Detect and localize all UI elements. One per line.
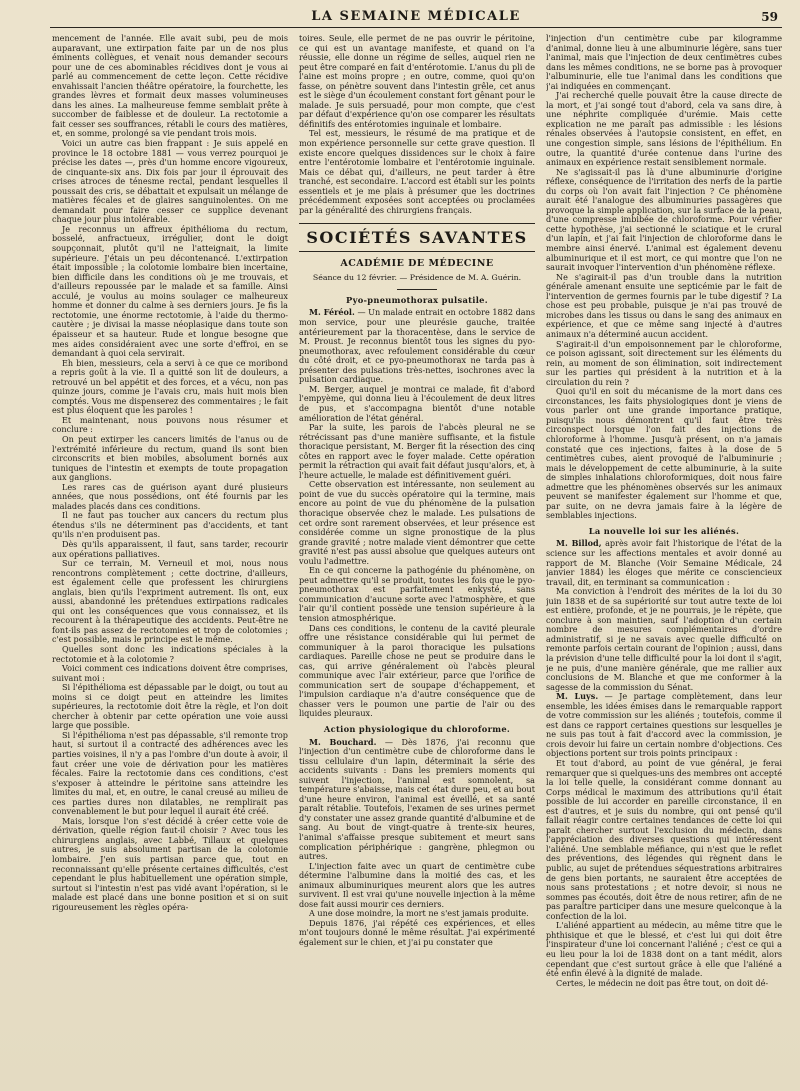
paragraph: A une dose moindre, la mort ne s'est jamais produite.	[309, 908, 529, 919]
paragraph: Par la suite, les parois de l'abcès pleural ne se rétrécissant pas d'une manière suffisante, et la fistule thoracique persistant, M. Berger fit la résection des cinq côtes en rapport avec le foyer malade. Cette opération permit la rétraction qui avait fait défaut jusqu'alors, et, à l'heure actuelle, le malade est définitivement guéri.	[299, 422, 535, 480]
speaker-name: M. Luys.	[556, 691, 599, 702]
subsection-title: Pyo-pneumothorax pulsatile.	[346, 294, 488, 305]
academy-heading: ACADÉMIE DE MÉDECINE	[340, 258, 494, 270]
paragraph-text: après avoir fait l'historique de l'état de la science sur les affections mentales et avoir donné au rapport de M. Blanche (Voir Semaine Médicale, 24 janvier 1884) les éloges que mérite ce consciencieux travail, dit, en terminant sa communication :	[546, 538, 782, 587]
paragraph: J'ai recherché quelle pouvait être la cause directe de la mort, et j'ai songé tout d'abord, cela va sans dire, à une néphrite compliquée d'urémie. Mais cette explication ne me paraît pas admissible : les lésions rénales observées à l'autopsie consistent, en effet, en une congestion simple, sans lésions de l'épithélium. En outre, la quantité d'urée contenue dans l'urine des animaux en expérience restait sensiblement normale.	[546, 90, 782, 168]
speaker-name: M. Billod,	[556, 538, 602, 549]
text-columns	[52, 34, 782, 1084]
column-left	[52, 34, 288, 1084]
paragraph: Ne s'agissait-il pas là d'une albuminurie d'origine réflexe, conséquence de l'irritation des nerfs de la partie du corps où l'on avait fait l'injection ? Ce phénomène aurait été l'analogue des albuminuries passagères que provoque la simple application, sur la surface de la peau, d'une compresse imbibée de chloroforme. Pour vérifier cette hypothèse, j'ai sectionné le sciatique et le crural d'un lapin, et j'ai fait l'injection de chloroforme dans le membre ainsi énervé. L'animal est également devenu albuminurique et il est mort, ce qui montre que l'on ne saurait invoquer l'intervention d'un phénomène réflexe.	[546, 166, 782, 273]
paragraph: toires. Seule, elle permet de ne pas ouvrir le péritoine, ce qui est un avantage manifeste, et quand on l'a réussie, elle donne un régime de selles, auquel rien ne peut être comparé en fait d'entérotomie. L'anus du pli de l'aine est moins propre ; en outre, comme, quoi qu'on fasse, on pénètre souvent dans l'intestin grêle, cet anus est le siège d'un écoulement constant fort gênant pour le malade. Je suis persuadé, pour mon compte, que c'est par défaut d'expérience qu'on ose comparer les résultats définitifs des entérotomies inguinale et lombaire.	[299, 34, 535, 129]
paragraph: Ma conviction à l'endroit des mérites de la loi du 30 juin 1838 et de sa supériorité sur tout autre texte de loi est entière, profonde, et je ne pourrais, je le répète, que conclure à son maintien, sauf l'adoption d'un certain nombre de mesures complémentaires d'ordre administratif, si je ne savais avec quelle difficulté on remonte parfois certain courant de l'opinion ; aussi, dans la prévision d'une telle difficulté pour la loi dont il s'agit, je ne puis, d'une manière générale, que me rallier aux conclusions de M. Blanche et que me conformer à la sagesse de la commission du Sénat.	[546, 586, 782, 692]
meeting-info: Séance du 12 février. — Présidence de M. A. Guérin.	[312, 273, 522, 283]
paragraph: Il ne faut pas toucher aux cancers du rectum plus étendus s'ils ne déterminent pas d'accidents, et tant qu'ils n'en produisent pas.	[52, 510, 288, 540]
paragraph: Eh bien, messieurs, cela a servi à ce que ce moribond a repris goût à la vie. Il a quitté son lit de douleurs, a retrouvé un bel appétit et des forces, et a vécu, non pas quinze jours, comme je l'avais cru, mais huit mois bien comptés. Vous me dispenserez des commentaires ; le fait est plus éloquent que les paroles !	[52, 357, 288, 416]
paragraph: Quoi qu'il en soit du mécanisme de la mort dans ces circonstances, les faits physiologiques dont je viens de vous parler ont une grande importance pratique, puisqu'ils nous démontrent qu'il faut être très circonspect lorsque l'on fait des injections de chloroforme à l'homme. Jusqu'à présent, on n'a jamais constaté que ces injections, faites à la dose de 5 centimètres cubes, aient provoqué de l'albuminurie ; mais le développement de cette albuminurie, à la suite de simples inhalations chloroformiques, doit nous faire admettre que les phénomènes observés sur les animaux peuvent se manifester également sur l'homme et que, par suite, on ne devra jamais faire à la légère de semblables injections.	[546, 386, 782, 521]
paragraph: Dans ces conditions, le contenu de la cavité pleurale offre une résistance considérable qui lui permet de communiquer à la paroi thoracique les pulsations cardiaques. Pareille chose ne peut se produire dans le cas, qui arrive généralement où l'abcès pleural communique avec l'air extérieur, parce que l'orifice de communication sert de soupape d'échappement, et l'impulsion cardiaque n'a d'autre conséquence que de chasser vers le poumon une partie de l'air ou des liquides pleuraux.	[299, 622, 535, 719]
paragraph: S'agirait-il d'un empoisonnement par le chloroforme, ce poison agissant, soit directement sur les éléments du rein, au moment de son élimination, soit indirectement sur les parties qui président à la nutrition et à la circulation du rein ?	[546, 338, 782, 387]
paragraph	[299, 738, 535, 862]
column-middle	[299, 34, 535, 1084]
column-right	[546, 34, 782, 1084]
paragraph-text: — Je partage complètement, dans leur ensemble, les idées émises dans le remarquable rapport de votre commission sur les aliénés ; toutefois, comme il est dans ce rapport certaines questions sur lesquelles je ne suis pas tout à fait d'accord avec la commission, je crois devoir lui faire un certain nombre d'objections. Ces objections portent sur trois points principaux :	[546, 691, 782, 759]
paragraph: Cette observation est intéressante, non seulement au point de vue du succès opératoire qui la termine, mais encore au point de vue du phénomène de la pulsation thoracique observée chez le malade. Les pulsations de cet ordre sont rarement observées, et leur présence est considérée comme un signe pronostique de la plus grande gravité ; notre malade vient démontrer que cette gravité n'est pas aussi absolue que quelques auteurs ont voulu l'admettre.	[299, 479, 535, 566]
paragraph: Si l'épithélioma n'est pas dépassable, s'il remonte trop haut, si surtout il a contracté des adhérences avec les parties voisines, il n'y a pas l'ombre d'un doute à avoir, il faut créer une voie de dérivation pour les matières fécales. Faire la rectotomie dans ces conditions, c'est s'exposer à atteindre le péritoine sans atteindre les limites du mal, et, en outre, le canal creusé au milieu de ces parties dures non dilatables, ne remplirait pas convenablement le but pour lequel il aurait été créé.	[52, 729, 288, 817]
paragraph: L'aliéné appartient au médecin, au même titre que le phthisique et que le blessé, et c'est lui qui doit être l'inspirateur d'une loi concernant l'aliéné ; c'est ce qui a eu lieu pour la loi de 1838 dont on a tant médit, alors cependant que c'est surtout grâce à elle que l'aliéné a été enfin élevé à la dignité de malade.	[546, 920, 782, 979]
paragraph: Tel est, messieurs, le résumé de ma pratique et de mon expérience personnelle sur cette grave question. Il existe encore quelques dissidences sur le choix à faire entre l'entérotomie lombaire et l'entérotomie inguinale. Mais ce débat qui, d'ailleurs, ne peut tarder à être tranché, est secondaire. L'accord est établi sur les points essentiels et je me plais à présumer que les doctrines précédemment exposées sont acceptées ou proclamées par la généralité des chirurgiens français.	[299, 128, 535, 215]
paragraph: Sur ce terrain, M. Verneuil et moi, nous nous rencontrons complètement ; cette doctrine, d'ailleurs, est également celle que professent les chirurgiens anglais, bien qu'ils l'expriment autrement. Ils ont, eux aussi, abandonné les prétendues extirpations radicales qui ont les conséquences que vous connaissez, et ils recourent à la thérapeutique des accidents. Peut-être ne font-ils pas assez de rectotomies et trop de colotomies ; c'est possible, mais le principe est le même.	[52, 558, 288, 645]
paragraph	[546, 539, 782, 587]
paragraph: Mais, lorsque l'on s'est décidé à créer cette voie de dérivation, quelle région faut-il choisir ? Avec tous les chirurgiens anglais, avec Labbé, Tillaux et quelques autres, je suis absolument partisan de la colotomie lombaire. J'en suis partisan parce que, tout en reconnaissant qu'elle présente certaines difficultés, c'est cependant le plus habituellement une opération simple, surtout si l'intestin n'est pas vidé avant l'opération, si le malade est placé dans une bonne position et si on suit rigoureusement les règles opéra-	[52, 815, 288, 912]
page-header	[50, 6, 782, 28]
page-number: 59	[761, 10, 778, 24]
paragraph: M. Berger, auquel je montrai ce malade, fit d'abord l'empyème, qui donna lieu à l'écoulement de deux litres de pus, et s'accompagna bientôt d'une notable amélioration de l'état général.	[299, 383, 535, 423]
paragraph: Je reconnus un affreux épithélioma du rectum, bosselé, anfractueux, irrégulier, dont le doigt soupçonnait, plutôt qu'il ne l'atteignait, la limite supérieure. J'étais un peu décontenancé. L'extirpation était impossible ; la colotomie lombaire bien incertaine, bien difficile dans les conditions où je me trouvais, et d'ailleurs repoussée par le malade et sa famille. Ainsi acculé, je voulus au moins soulager ce malheureux homme et donner du calme à ses derniers jours. Je fis la rectotomie, une énorme rectotomie, à l'aide du thermo-cautère ; je divisai la masse néoplasique dans toute son épaisseur et sa hauteur. Rude et longue besogne que mes aides considéraient avec une sorte d'effroi, en se demandant à quoi cela servirait.	[52, 223, 288, 359]
paragraph: Quelles sont donc les indications spéciales à la rectotomie et à la colotomie ?	[52, 644, 288, 664]
paragraph: mencement de l'année. Elle avait subi, peu de mois auparavant, une extirpation faite par un de nos plus éminents collègues, et venait nous demander secours pour une de ces abominables récidives dont je vous ai parlé au commencement de cette leçon. Cette récidive envahissait l'ancien théâtre opératoire, la fourchette, les grandes lèvres et formait deux masses volumineuses dans les aines. La malheureuse femme semblait prête à succomber de faiblesse et de douleur. La rectotomie a fait cesser ses souffrances, rétabli le cours des matières, et, en somme, prolongé sa vie pendant trois mois.	[52, 34, 288, 139]
paragraph: Voici un autre cas bien frappant : Je suis appelé en province le 18 octobre 1881 — vous verrez pourquoi je précise les dates —, près d'un homme encore vigoureux, de cinquante-six ans. Dix fois par jour il éprouvait des crises atroces de ténesme rectal, pendant lesquelles il poussait des cris, se débattait et expulsait un mélange de matières fécales et de glaires sanguinolentes. On me demandait pour faire cesser ce supplice devenant chaque jour plus intolérable.	[52, 138, 288, 225]
paragraph: On peut extirper les cancers limités de l'anus ou de l'extrémité inférieure du rectum, quand ils sont bien circonscrits et bien mobiles, absolument bornés aux tuniques de l'intestin et exempts de toute propagation aux ganglions.	[52, 433, 288, 483]
paragraph: Et tout d'abord, au point de vue général, je ferai remarquer que si quelques-uns des membres ont accepté la loi telle quelle, la considérant comme donnant au Corps médical le maximum des attributions qu'il était possible de lui accorder en pareille circonstance, il en est d'autres, et je suis du nombre, qui ont pensé qu'il fallait réagir contre certaines tendances de cette loi qui paraît chercher surtout l'exclusion du médecin, dans l'appréciation des diverses questions qui intéressent l'aliéné. Une semblable méfiance, qui n'est que le reflet des préventions, des légendes qui règnent dans le public, au sujet de prétendues séquestrations arbitraires de gens bien portants, ne sauraient être acceptées de nous sans protestations ; et notre devoir, si nous ne sommes pas écoutés, doit être de nous retirer, afin de ne pas paraître participer dans une mesure quelconque à la confection de la loi.	[546, 758, 782, 921]
paragraph: Les rares cas de guérison ayant duré plusieurs années, que nous possédions, ont été fournis par les malades placés dans ces conditions.	[52, 481, 288, 511]
subsection-title: Action physiologique du chloroforme.	[323, 724, 511, 734]
paragraph: Ne s'agirait-il pas d'un trouble dans la nutrition générale amenant ensuite une septicémie par le fait de l'intervention de germes fournis par le tube digestif ? La chose est peu probable, puisque je n'ai pas trouvé de microbes dans les tissus ou dans le sang des animaux en expérience, et que ce même sang injecté à d'autres animaux n'a déterminé aucun accident.	[546, 271, 782, 339]
paragraph: Si l'épithélioma est dépassable par le doigt, ou tout au moins si ce doigt peut en atteindre les limites supérieures, la rectotomie doit être la règle, et l'on doit chercher à obtenir par cette opération une voie aussi large que possible.	[52, 682, 288, 731]
paragraph: Et maintenant, nous pouvons nous résumer et conclure :	[52, 414, 288, 435]
paragraph-text: — Un malade entrait en octobre 1882 dans mon service, pour une pleurésie gauche, traitée antérieurement par la thoracentèse, dans le service de M. Proust. Je reconnus bientôt tous les signes du pyo-pneumothorax, avec refoulement considérable du cœur du côté droit, et ce pyo-pneumothorax ne tarda pas à présenter des pulsations très-nettes, isochrones avec la pulsation cardiaque.	[299, 307, 535, 385]
paragraph	[299, 308, 535, 384]
paragraph: Dès qu'ils apparaissent, il faut, sans tarder, recourir aux opérations palliatives.	[52, 538, 288, 559]
paragraph-text: — Dès 1876, j'ai reconnu que l'injection d'un centimètre cube de chloroforme dans le tissu cellulaire d'un lapin, déterminait la série des accidents suivants : Dans les premiers moments qui suivent l'injection, l'animal est somnolent, sa température s'abaisse, mais cet état dure peu, et au bout d'une heure environ, l'animal est éveillé, et sa santé paraît rétablie. Toutefois, l'examen de ses urines permet d'y constater une assez grande quantité d'albumine et de sang. Au bout de vingt-quatre à trente-six heures, l'animal s'affaisse presque subitement et meurt sans complication périphérique : gangrène, phlegmon ou autres.	[299, 736, 535, 862]
speaker-name: M. Féréol.	[309, 307, 355, 318]
speaker-name: M. Bouchard.	[309, 736, 377, 747]
paragraph	[546, 692, 782, 759]
paragraph: Certes, le médecin ne doit pas être tout, on doit dé-	[556, 977, 769, 988]
subsection-title: La nouvelle loi sur les aliénés.	[588, 525, 740, 536]
divider	[397, 289, 437, 290]
journal-title: LA SEMAINE MÉDICALE	[311, 9, 521, 24]
paragraph: L'injection faite avec un quart de centimètre cube détermine l'albumine dans la moitié des cas, et les animaux albuminuriques meurent alors que les autres survivent. Il est vrai qu'une nouvelle injection à la même dose fait aussi mourir ces derniers.	[299, 860, 535, 909]
paragraph: Voici comment ces indications doivent être comprises, suivant moi :	[52, 663, 288, 683]
paragraph: En ce qui concerne la pathogénie du phénomène, on peut admettre qu'il se produit, toutes les fois que le pyo-pneumothorax est parfaitement enkysté, sans communication d'aucune sorte avec l'atmosphère, et que l'air qu'il contient possède une tension supérieure à la tension atmosphérique.	[299, 565, 535, 623]
paragraph: l'injection d'un centimètre cube par kilogramme d'animal, donne lieu à une albuminurie légère, sans tuer l'animal, mais que l'injection de deux centimètres cubes dans les mêmes conditions, ne se borne pas à provoquer l'albuminurie, elle tue l'animal dans les conditions que j'ai indiquées en commençant.	[546, 34, 782, 91]
section-heading: SOCIÉTÉS SAVANTES	[299, 223, 535, 252]
paragraph: Depuis 1876, j'ai répété ces expériences, et elles m'ont toujours donné le même résultat. J'ai expérimenté également sur le chien, et j'ai pu constater que	[299, 917, 535, 948]
